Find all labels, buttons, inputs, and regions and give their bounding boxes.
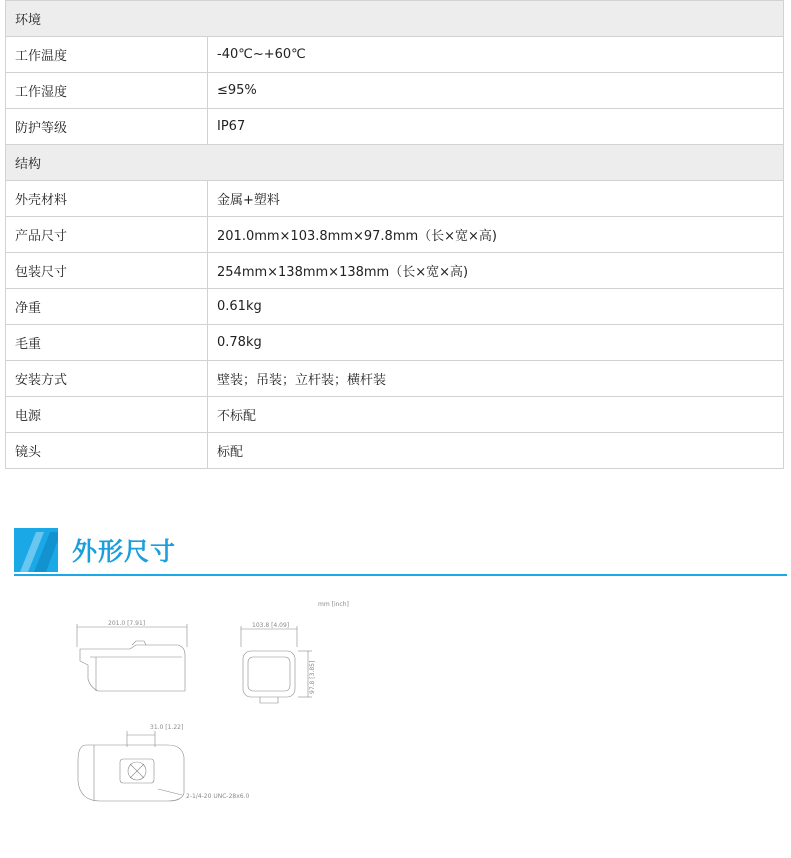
thread-label: 2-1/4-20 UNC-28x6.0 <box>186 793 250 800</box>
offset-dimension-label: 31.0 [1.22] <box>150 724 184 731</box>
spec-row <box>6 289 784 325</box>
spec-value: 201.0mm×103.8mm×97.8mm（长×宽×高) <box>208 217 784 253</box>
spec-key: 电源 <box>6 397 208 433</box>
dimensions-section-header <box>14 522 787 576</box>
spec-value: 标配 <box>208 433 784 469</box>
spec-value: IP67 <box>208 109 784 145</box>
width-dimension-label: 103.8 [4.09] <box>252 622 290 629</box>
spec-value: 0.61kg <box>208 289 784 325</box>
spec-row <box>6 217 784 253</box>
spec-value: 金属+塑料 <box>208 181 784 217</box>
spec-key: 外壳材料 <box>6 181 208 217</box>
length-dimension-label: 201.0 [7.91] <box>108 620 146 627</box>
camera-side-view <box>77 624 187 691</box>
spec-section-row <box>6 145 784 181</box>
spec-value: -40℃~+60℃ <box>208 37 784 73</box>
spec-key: 安装方式 <box>6 361 208 397</box>
spec-row <box>6 109 784 145</box>
spec-key: 工作湿度 <box>6 73 208 109</box>
height-dimension-label: 97.8 [3.85] <box>309 660 316 694</box>
spec-key: 毛重 <box>6 325 208 361</box>
camera-front-view <box>241 626 312 703</box>
spec-row <box>6 361 784 397</box>
spec-key: 防护等级 <box>6 109 208 145</box>
spec-value: 壁装；吊装；立杆装；横杆装 <box>208 361 784 397</box>
spec-row <box>6 325 784 361</box>
spec-key: 产品尺寸 <box>6 217 208 253</box>
spec-key: 包装尺寸 <box>6 253 208 289</box>
spec-section-label: 环境 <box>6 1 784 37</box>
spec-section-row <box>6 1 784 37</box>
spec-row <box>6 253 784 289</box>
spec-value: 不标配 <box>208 397 784 433</box>
spec-table <box>5 0 784 469</box>
unit-note: mm [inch] <box>318 601 349 608</box>
spec-row <box>6 73 784 109</box>
spec-row <box>6 181 784 217</box>
spec-section-label: 结构 <box>6 145 784 181</box>
camera-bottom-view <box>78 731 184 801</box>
spec-row <box>6 433 784 469</box>
spec-key: 镜头 <box>6 433 208 469</box>
spec-table-body <box>6 1 784 469</box>
spec-value: 254mm×138mm×138mm（长×宽×高) <box>208 253 784 289</box>
section-title: 外形尺寸 <box>72 537 177 566</box>
spec-value: ≤95% <box>208 73 784 109</box>
spec-key: 净重 <box>6 289 208 325</box>
section-badge-icon <box>14 522 64 576</box>
dimension-drawing <box>60 595 390 820</box>
spec-row <box>6 37 784 73</box>
section-underline <box>14 574 787 576</box>
spec-row <box>6 397 784 433</box>
spec-value: 0.78kg <box>208 325 784 361</box>
spec-key: 工作温度 <box>6 37 208 73</box>
